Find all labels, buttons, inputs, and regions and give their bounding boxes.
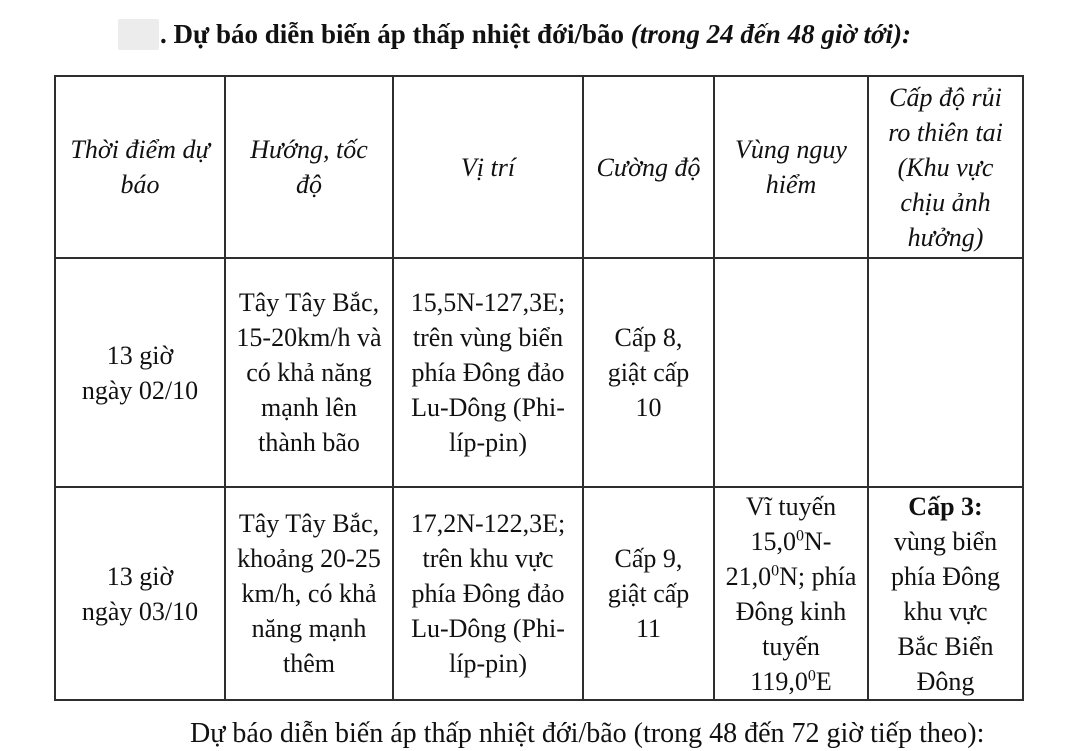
cell-direction: Tây Tây Bắc, 15-20km/h và có khả năng mạnh lên thành bão [225, 258, 393, 487]
header-danger-zone: Vùng nguy hiểm [714, 76, 868, 258]
section-title-text: . Dự báo diễn biến áp thấp nhiệt đới/bão [160, 19, 631, 49]
cell-danger-zone [714, 258, 868, 487]
forecast-table [54, 75, 1024, 701]
cell-position: 17,2N-122,3E; trên khu vực phía Đông đảo Lu-Dông (Phi-líp-pin) [393, 487, 583, 700]
risk-level-body: vùng biển phía Đông khu vực Bắc Biển Đông [890, 526, 1001, 696]
header-position: Vị trí [393, 76, 583, 258]
cell-time [55, 258, 225, 487]
danger-zone-text: N; phía Đông kinh tuyến 119,0 [735, 561, 857, 696]
table-row [55, 258, 1023, 487]
degree-superscript: 0 [796, 526, 805, 544]
degree-superscript: 0 [771, 561, 780, 579]
header-intensity: Cường độ [583, 76, 714, 258]
redaction-box [118, 19, 159, 50]
cell-risk-level [868, 258, 1023, 487]
cell-direction: Tây Tây Bắc, khoảng 20-25 km/h, có khả năng mạnh thêm [225, 487, 393, 700]
danger-zone-text: N-21,0 [725, 526, 832, 591]
header-forecast-time: Thời điểm dự báo [55, 76, 225, 258]
cell-danger-zone [714, 487, 868, 700]
risk-level-heading: Cấp 3: [908, 491, 983, 521]
header-direction-speed: Hướng, tốc độ [225, 76, 393, 258]
section-title-emphasis: (trong 24 đến 48 giờ tới): [630, 19, 912, 49]
table-header-row [55, 76, 1023, 258]
danger-zone-text: E [815, 666, 832, 696]
time-line2: ngày 02/10 [81, 375, 199, 405]
time-line1: 13 giờ [106, 340, 174, 370]
header-risk-level: Cấp độ rủi ro thiên tai (Khu vực chịu ảnh hưởng) [868, 76, 1023, 258]
cell-time [55, 487, 225, 700]
cell-position: 15,5N-127,3E; trên vùng biển phía Đông đảo Lu-Dông (Phi-líp-pin) [393, 258, 583, 487]
cell-risk-level [868, 487, 1023, 700]
table-row [55, 487, 1023, 700]
danger-zone-text: Vĩ tuyến 15,0 [745, 491, 837, 556]
section-title [118, 16, 911, 52]
partial-cutoff-line: Dự báo diễn biến áp thấp nhiệt đới/bão (trong 48 đến 72 giờ tiếp theo): [190, 718, 985, 749]
degree-superscript: 0 [807, 666, 816, 684]
time-line1: 13 giờ [106, 561, 174, 591]
time-line2: ngày 03/10 [81, 596, 199, 626]
cell-intensity: Cấp 9, giật cấp 11 [583, 487, 714, 700]
cell-intensity: Cấp 8, giật cấp 10 [583, 258, 714, 487]
